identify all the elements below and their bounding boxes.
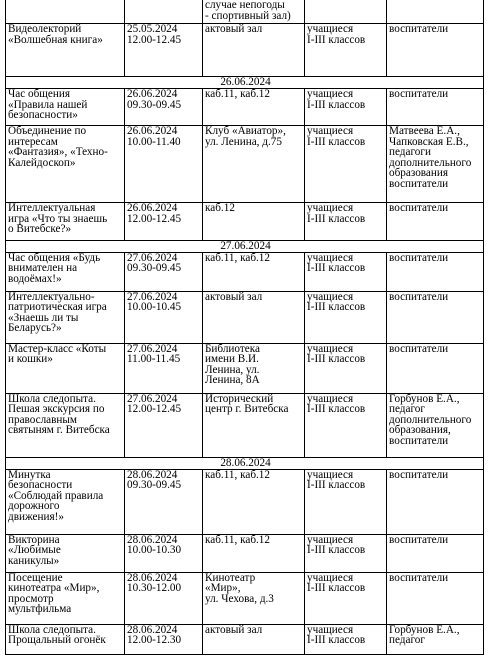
cell-line: I-III классов <box>307 582 366 595</box>
cell-line: 27.06.2024 <box>127 291 178 303</box>
cell-line: Ленина, ул. <box>205 363 260 376</box>
cell-line: учащиеся <box>307 572 354 584</box>
responsible-cell <box>387 126 484 203</box>
participants-cell <box>305 343 387 393</box>
cell-line: 12.00-12.45 <box>127 403 182 416</box>
cell-line: Матвеева Е.А., <box>389 125 460 137</box>
table-row <box>6 252 484 291</box>
table-row <box>6 534 484 572</box>
participants-cell <box>305 89 387 126</box>
place-cell <box>203 469 305 534</box>
cell-line: 12.00-12.45 <box>127 212 182 225</box>
responsible-cell <box>387 572 484 624</box>
cell-line: I-III классов <box>307 403 366 416</box>
cell-line: 10.00-11.40 <box>127 135 181 148</box>
event-cell <box>6 343 125 393</box>
cell-line: воспитатели <box>389 291 449 303</box>
date-header-row <box>6 77 484 89</box>
event-cell <box>6 624 125 654</box>
cell-line: Школа следопыта. <box>8 393 96 405</box>
cell-line: патриотическая игра <box>8 301 107 314</box>
place-cell <box>203 343 305 393</box>
responsible-cell <box>387 203 484 241</box>
place-cell <box>203 534 305 572</box>
responsible-cell <box>387 89 484 126</box>
cell-line: Ленина, 8А <box>205 374 260 387</box>
cell-line: дополнительного <box>389 413 472 426</box>
cell-line: учащиеся <box>307 469 354 481</box>
table-row <box>6 126 484 203</box>
table-row <box>6 469 484 534</box>
cell-line: Час общения <box>8 88 70 100</box>
cell-line: 27.06.2024 <box>127 393 178 405</box>
cell-line: воспитатели <box>389 88 449 100</box>
cell-line: Беларусь?» <box>8 322 62 335</box>
table-row <box>6 343 484 393</box>
participants-cell <box>305 469 387 534</box>
cell-line: I-III классов <box>307 301 366 314</box>
cell-line: I-III классов <box>307 479 366 492</box>
cell-line: педагог <box>389 403 425 416</box>
cell-line: «Любимые <box>8 544 61 557</box>
table-row <box>6 0 484 24</box>
cell-line: учащиеся <box>307 88 354 100</box>
cell-line: учащиеся <box>307 624 354 636</box>
cell-line: Мастер-класс «Коты <box>8 343 107 355</box>
cell-line: «Соблюдай правила <box>8 489 104 502</box>
place-cell <box>203 203 305 241</box>
cell-line: 11.00-11.45 <box>127 353 181 366</box>
cell-line: I-III классов <box>307 262 366 275</box>
cell-line: учащиеся <box>307 202 354 214</box>
cell-line: воспитатели <box>389 572 449 584</box>
cell-line: Минутка <box>8 469 51 481</box>
date-time-cell <box>125 393 203 457</box>
cell-line: святыням г. Витебска <box>8 424 110 437</box>
cell-line: случае непогоды <box>205 0 285 11</box>
cell-line: педагог <box>389 634 425 647</box>
cell-line: актовый зал <box>205 291 263 303</box>
cell-line: 09.30-09.45 <box>127 479 182 492</box>
responsible-cell <box>387 624 484 654</box>
cell-line: 09.30-09.45 <box>127 98 182 111</box>
cell-line: дополнительного <box>389 156 472 169</box>
date-time-cell <box>125 24 203 77</box>
cell-line: каб.11, каб.12 <box>205 469 270 481</box>
cell-line: Школа следопыта. <box>8 624 96 636</box>
cell-line: учащиеся <box>307 252 354 264</box>
participants-cell <box>305 0 387 24</box>
cell-line: I-III классов <box>307 634 366 647</box>
date-time-cell <box>125 203 203 241</box>
responsible-cell <box>387 252 484 291</box>
event-cell <box>6 24 125 77</box>
responsible-cell <box>387 291 484 343</box>
cell-line: учащиеся <box>307 343 354 355</box>
cell-line: безопасности» <box>8 109 78 122</box>
event-cell <box>6 469 125 534</box>
cell-line: учащиеся <box>307 125 354 137</box>
cell-line: каникулы» <box>8 554 60 567</box>
cell-line: Калейдоскоп» <box>8 156 76 169</box>
cell-line: актовый зал <box>205 624 263 636</box>
cell-line: Горбунов Е.А., <box>389 624 460 636</box>
cell-line: I-III классов <box>307 544 366 557</box>
cell-line: движения!» <box>8 510 64 523</box>
responsible-cell <box>387 393 484 457</box>
cell-line: безопасности <box>8 479 73 492</box>
cell-line: воспитатели <box>389 202 449 214</box>
place-cell <box>203 624 305 654</box>
date-time-cell <box>125 469 203 534</box>
cell-line: «Мир», <box>205 582 241 595</box>
cell-line: кинотеатра «Мир», <box>8 582 100 595</box>
participants-cell <box>305 252 387 291</box>
cell-line: воспитатели <box>389 534 449 546</box>
place-cell <box>203 291 305 343</box>
cell-line: дорожного <box>8 500 60 513</box>
cell-line: 26.06.2024 <box>127 88 178 100</box>
participants-cell <box>305 126 387 203</box>
cell-line: образования, <box>389 424 451 437</box>
cell-line: имени В.И. <box>205 353 259 366</box>
cell-line: воспитатели <box>389 434 449 447</box>
event-cell <box>6 203 125 241</box>
cell-line: «Знаешь ли ты <box>8 311 79 324</box>
cell-line: Чапковская Е.В., <box>389 135 469 148</box>
cell-line: воспитатели <box>389 252 449 264</box>
cell-line: образования <box>389 167 449 180</box>
participants-cell <box>305 572 387 624</box>
date-time-cell <box>125 252 203 291</box>
cell-line: Горбунов Е.А., <box>389 393 460 405</box>
event-cell <box>6 534 125 572</box>
place-cell <box>203 0 305 24</box>
cell-line: Исторический <box>205 393 274 405</box>
cell-line: Интеллектуально- <box>8 291 95 303</box>
cell-line: учащиеся <box>307 534 354 546</box>
cell-line: - спортивный зал) <box>205 9 291 22</box>
cell-line: I-III классов <box>307 98 366 111</box>
cell-line: учащиеся <box>307 291 354 303</box>
participants-cell <box>305 291 387 343</box>
event-cell <box>6 393 125 457</box>
cell-line: мультфильма <box>8 603 72 616</box>
cell-line: I-III классов <box>307 135 366 148</box>
table-row <box>6 291 484 343</box>
participants-cell <box>305 24 387 77</box>
cell-line: внимателен на <box>8 262 78 275</box>
cell-line: интересам <box>8 135 58 148</box>
cell-line: ул. Ленина, д.75 <box>205 135 282 148</box>
cell-line: Викторина <box>8 534 60 546</box>
cell-line: Посещение <box>8 572 63 584</box>
cell-line: учащиеся <box>307 23 354 35</box>
cell-line: 28.06.2024 <box>127 469 178 481</box>
table-row <box>6 572 484 624</box>
date-time-cell <box>125 126 203 203</box>
date-heading: 26.06.2024 <box>6 77 484 89</box>
place-cell <box>203 393 305 457</box>
cell-line: 26.06.2024 <box>127 125 178 137</box>
cell-line: воспитатели <box>389 343 449 355</box>
cell-line: 12.00-12.30 <box>127 634 182 647</box>
table-row <box>6 203 484 241</box>
cell-line: Час общения «Будь <box>8 252 101 264</box>
cell-line: Интеллектуальная <box>8 202 96 214</box>
table-row <box>6 624 484 654</box>
cell-line: 26.06.2024 <box>127 202 178 214</box>
cell-line: воспитатели <box>389 23 449 35</box>
cell-line: I-III классов <box>307 33 366 46</box>
place-cell <box>203 572 305 624</box>
cell-line: 27.06.2024 <box>127 252 178 264</box>
cell-line: каб.11, каб.12 <box>205 88 270 100</box>
date-header-row <box>6 241 484 253</box>
cell-line: 10.00-10.30 <box>127 544 182 557</box>
responsible-cell <box>387 343 484 393</box>
schedule-body <box>6 0 484 654</box>
participants-cell <box>305 534 387 572</box>
schedule-table <box>5 0 484 655</box>
date-heading: 27.06.2024 <box>6 241 484 253</box>
cell-line: 28.06.2024 <box>127 624 178 636</box>
place-cell <box>203 252 305 291</box>
cell-line: воспитатели <box>389 177 449 190</box>
cell-line: православным <box>8 413 78 426</box>
responsible-cell <box>387 0 484 24</box>
table-row <box>6 89 484 126</box>
responsible-cell <box>387 24 484 77</box>
cell-line: педагоги <box>389 146 431 159</box>
event-cell <box>6 252 125 291</box>
cell-line: Прощальный огонёк <box>8 634 106 647</box>
cell-line: Объединение по <box>8 125 87 137</box>
cell-line: и кошки» <box>8 353 53 366</box>
cell-line: I-III классов <box>307 212 366 225</box>
cell-line: 10.00-10.45 <box>127 301 182 314</box>
cell-line: 28.06.2024 <box>127 534 178 546</box>
cell-line: Пешая экскурсия по <box>8 403 105 416</box>
cell-line: Библиотека <box>205 343 260 355</box>
cell-line: актовый зал <box>205 23 263 35</box>
date-time-cell <box>125 89 203 126</box>
participants-cell <box>305 203 387 241</box>
participants-cell <box>305 624 387 654</box>
date-header-row <box>6 457 484 469</box>
place-cell <box>203 126 305 203</box>
date-time-cell <box>125 343 203 393</box>
event-cell <box>6 126 125 203</box>
event-cell <box>6 291 125 343</box>
participants-cell <box>305 393 387 457</box>
cell-line: каб.11, каб.12 <box>205 252 270 264</box>
cell-line: Кинотеатр <box>205 572 256 584</box>
responsible-cell <box>387 469 484 534</box>
cell-line: учащиеся <box>307 393 354 405</box>
date-time-cell <box>125 534 203 572</box>
cell-line: ул. Чехова, д.3 <box>205 592 274 605</box>
cell-line: игра «Что ты знаешь <box>8 212 108 225</box>
table-row <box>6 393 484 457</box>
cell-line: 12.00-12.45 <box>127 33 182 46</box>
date-time-cell <box>125 572 203 624</box>
place-cell <box>203 89 305 126</box>
cell-line: 28.06.2024 <box>127 572 178 584</box>
cell-line: просмотр <box>8 592 54 605</box>
place-cell <box>203 24 305 77</box>
cell-line: водоёмах!» <box>8 272 62 285</box>
responsible-cell <box>387 534 484 572</box>
table-row <box>6 24 484 77</box>
cell-line: каб.12 <box>205 202 235 214</box>
date-time-cell <box>125 291 203 343</box>
cell-line: 09.30-09.45 <box>127 262 182 275</box>
cell-line: Видеолекторий <box>8 23 82 35</box>
event-cell <box>6 89 125 126</box>
date-time-cell <box>125 624 203 654</box>
cell-line: 27.06.2024 <box>127 343 178 355</box>
cell-line: о Витебске?» <box>8 223 72 236</box>
cell-line: «Правила нашей <box>8 98 88 111</box>
event-cell <box>6 572 125 624</box>
cell-line: центр г. Витебска <box>205 403 289 416</box>
cell-line: Клуб «Авиатор», <box>205 125 286 137</box>
cell-line: «Волшебная книга» <box>8 33 103 46</box>
date-heading: 28.06.2024 <box>6 457 484 469</box>
cell-line: 10.30-12.00 <box>127 582 182 595</box>
event-cell <box>6 0 125 24</box>
cell-line: каб.11, каб.12 <box>205 534 270 546</box>
cell-line: воспитатели <box>389 469 449 481</box>
cell-line: «Фантазия», «Техно- <box>8 146 108 159</box>
cell-line: 25.05.2024 <box>127 23 178 35</box>
date-time-cell <box>125 0 203 24</box>
cell-line: I-III классов <box>307 353 366 366</box>
